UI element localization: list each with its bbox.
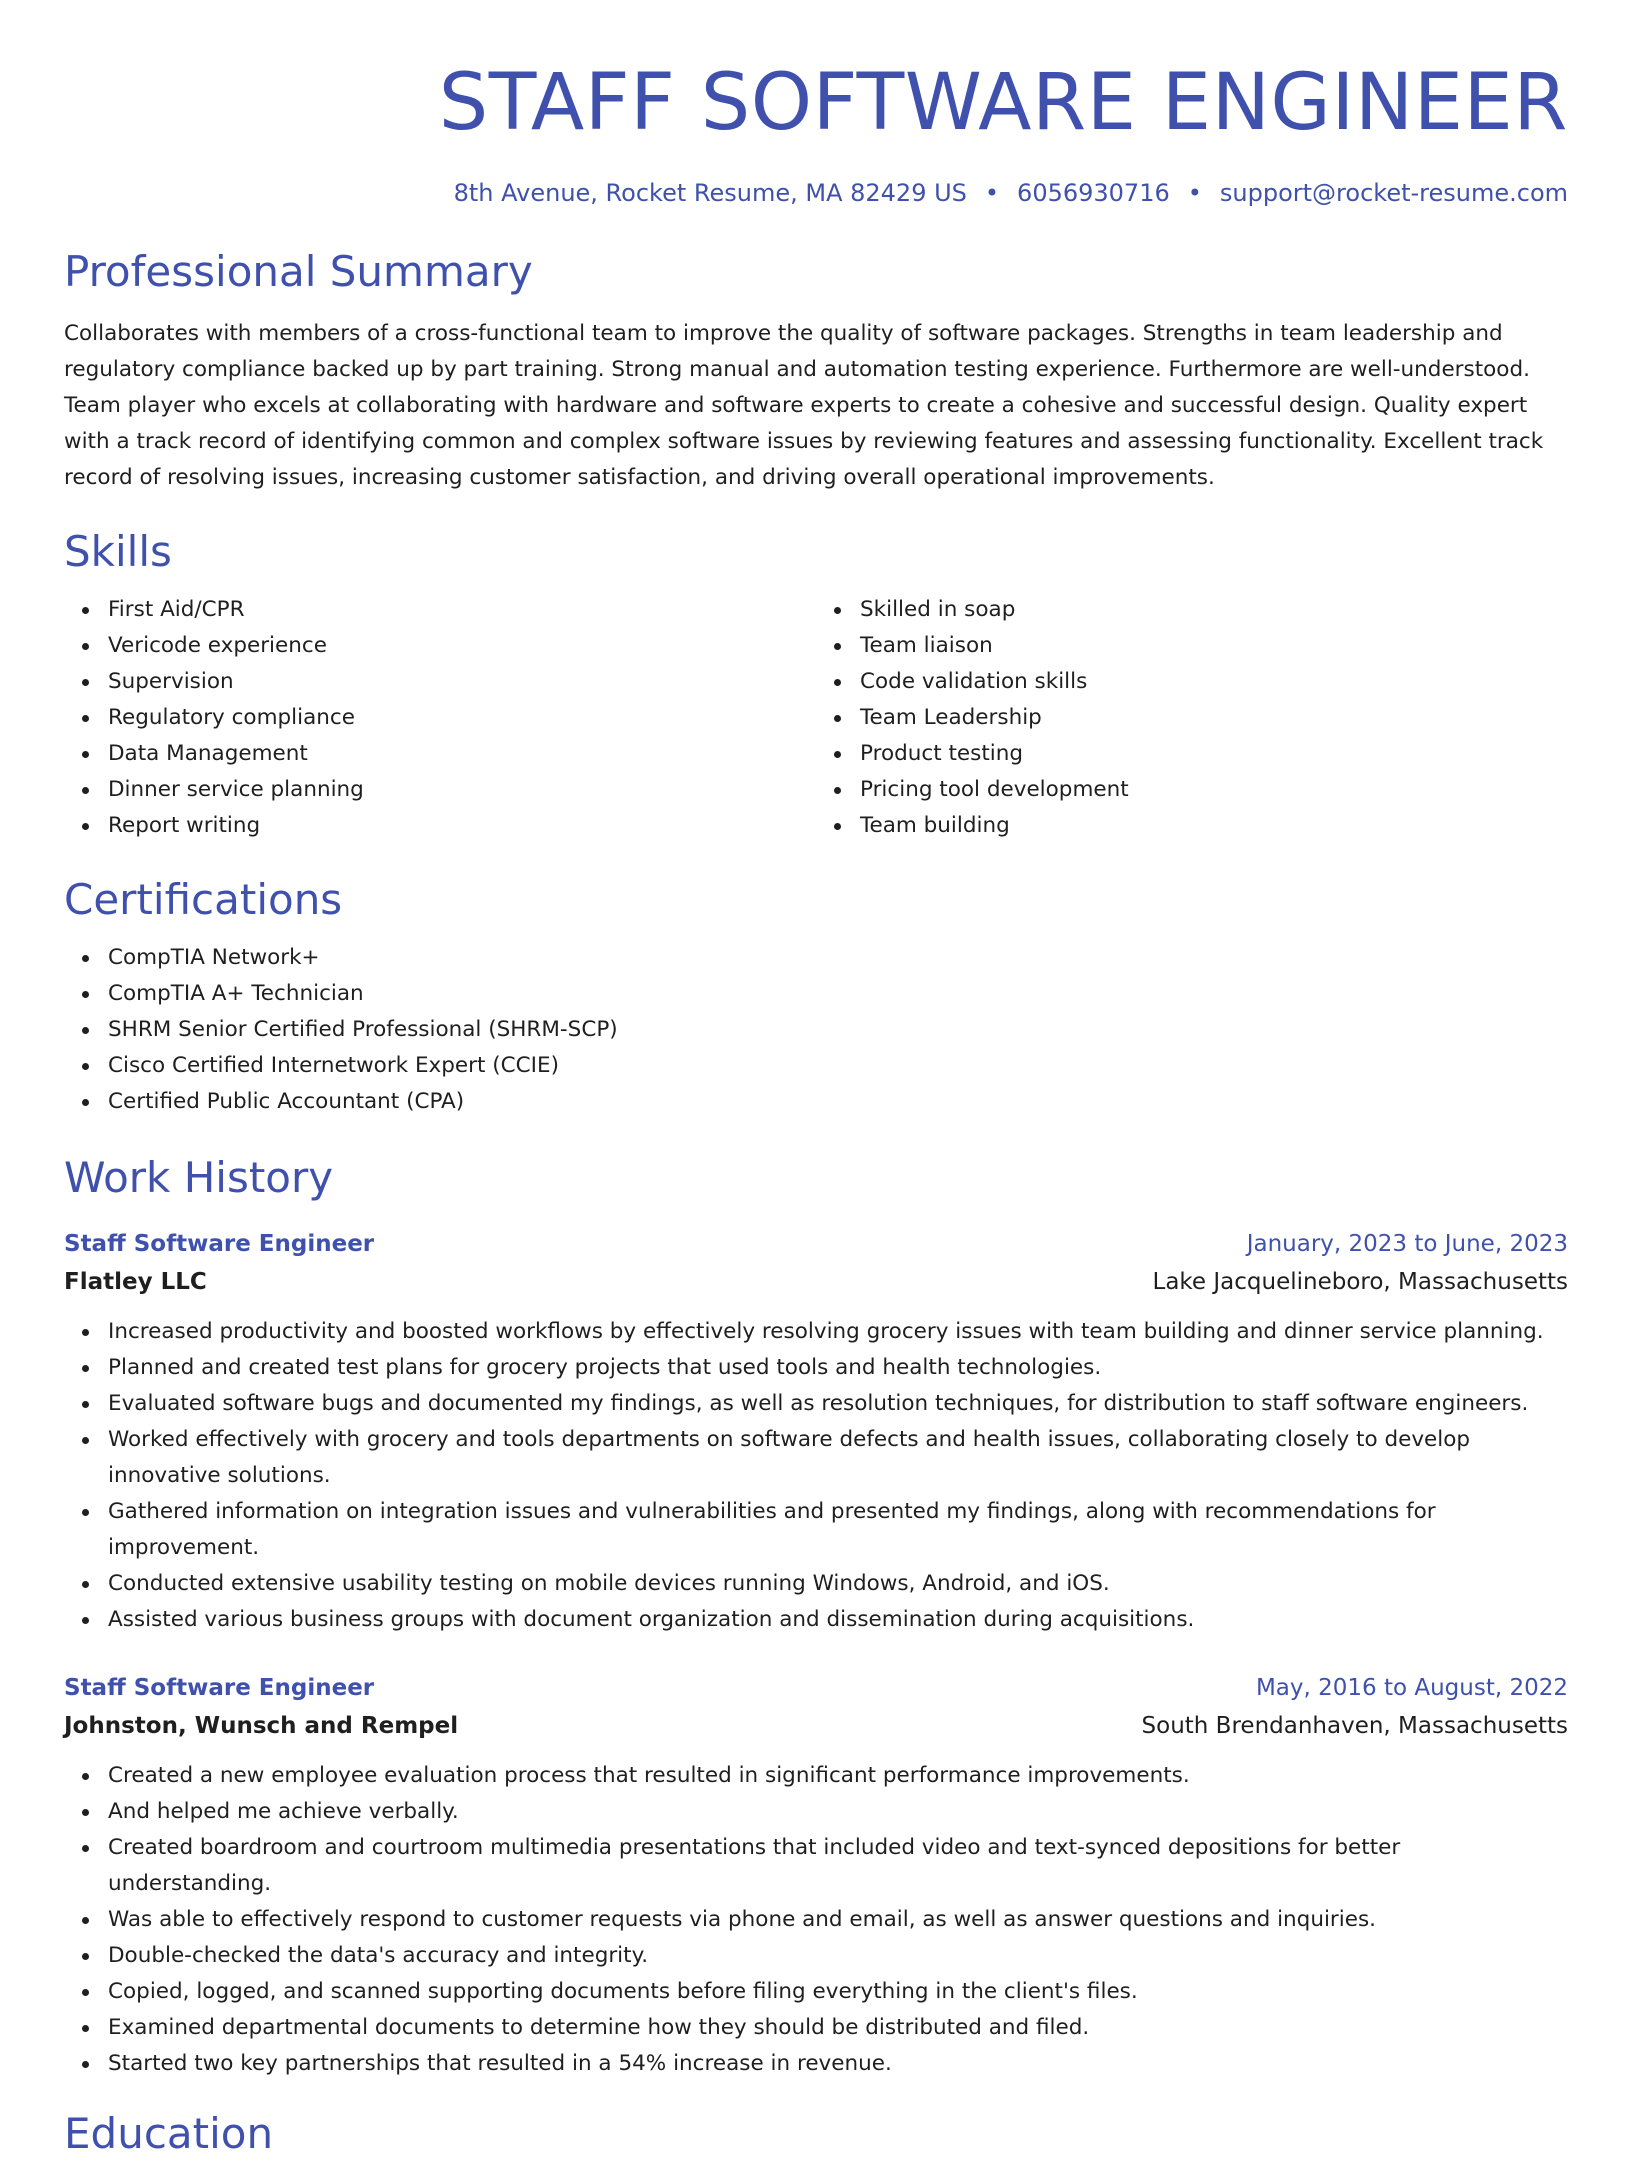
skill-item: Data Management (108, 736, 816, 772)
job-dates: January, 2023 to June, 2023 (1246, 1231, 1568, 1257)
job-company-row (64, 1706, 1568, 1746)
job-bullet: Evaluated software bugs and documented my findings, as well as resolution techniques, for distribution to staff software engineers. (108, 1386, 1568, 1422)
job-bullet: Assisted various business groups with document organization and dissemination during acquisitions. (108, 1602, 1568, 1638)
job-title-row (64, 1226, 1568, 1262)
job-bullet-list (64, 1758, 1568, 2082)
skill-item: Team building (860, 808, 1568, 844)
skill-item: Pricing tool development (860, 772, 1568, 808)
skill-item: Dinner service planning (108, 772, 816, 808)
job-company: Johnston, Wunsch and Rempel (64, 1713, 459, 1739)
job-bullet-list (64, 1314, 1568, 1638)
certification-item: Certified Public Accountant (CPA) (108, 1084, 1568, 1120)
skill-item: Code validation skills (860, 664, 1568, 700)
skill-item: Regulatory compliance (108, 700, 816, 736)
contact-address: 8th Avenue, Rocket Resume, MA 82429 US (453, 179, 967, 207)
certifications-list (64, 940, 1568, 1120)
job-bullet: And helped me achieve verbally. (108, 1794, 1568, 1830)
resume-name: STAFF SOFTWARE ENGINEER (438, 58, 1568, 148)
contact-phone: 6056930716 (1017, 179, 1170, 207)
skill-item: First Aid/CPR (108, 592, 816, 628)
job-bullet: Double-checked the data's accuracy and integrity. (108, 1938, 1568, 1974)
skill-item: Report writing (108, 808, 816, 844)
certification-item: CompTIA Network+ (108, 940, 1568, 976)
job-bullet: Planned and created test plans for grocery projects that used tools and health technologies. (108, 1350, 1568, 1386)
skills-heading: Skills (64, 527, 172, 576)
contact-email[interactable]: support@rocket-resume.com (1219, 179, 1568, 207)
job-bullet: Started two key partnerships that resulted in a 54% increase in revenue. (108, 2046, 1568, 2082)
job-bullet: Examined departmental documents to determine how they should be distributed and filed. (108, 2010, 1568, 2046)
job-entry (64, 1670, 1568, 2082)
job-company-row (64, 1262, 1568, 1302)
skill-item: Vericode experience (108, 628, 816, 664)
job-company: Flatley LLC (64, 1269, 207, 1295)
summary-text: Collaborates with members of a cross-functional team to improve the quality of software packages. Strengths in team leadership and regulatory compliance backed up by part training. Strong manual and automation testing experience. Furthermore are well-understood. Team player who excels at collaborating with hardware and software experts to create a cohesive and successful design. Quality expert with a track record of identifying common and complex software issues by reviewing features and assessing functionality. Excellent track record of resolving issues, increasing customer satisfaction, and driving overall operational improvements. (64, 321, 1544, 490)
job-bullet: Worked effectively with grocery and tools departments on software defects and health issues, collaborating closely to develop innovative solutions. (108, 1422, 1568, 1494)
education-heading: Education (64, 2109, 274, 2158)
skills-list-right (816, 592, 1568, 844)
job-location: South Brendanhaven, Massachusetts (1141, 1713, 1568, 1739)
skills-columns (64, 592, 1568, 844)
job-bullet: Created a new employee evaluation process that resulted in significant performance improvements. (108, 1758, 1568, 1794)
job-bullet: Gathered information on integration issues and vulnerabilities and presented my findings, along with recommendations for improvement. (108, 1494, 1568, 1566)
job-entry (64, 1226, 1568, 1638)
skill-item: Team liaison (860, 628, 1568, 664)
job-bullet: Increased productivity and boosted workflows by effectively resolving grocery issues with team building and dinner service planning. (108, 1314, 1568, 1350)
work-history-heading: Work History (64, 1153, 334, 1202)
job-dates: May, 2016 to August, 2022 (1255, 1675, 1568, 1701)
certification-item: CompTIA A+ Technician (108, 976, 1568, 1012)
job-title: Staff Software Engineer (64, 1675, 375, 1701)
job-title: Staff Software Engineer (64, 1231, 375, 1257)
skill-item: Supervision (108, 664, 816, 700)
job-bullet: Copied, logged, and scanned supporting documents before filing everything in the client's files. (108, 1974, 1568, 2010)
skills-list-left (64, 592, 816, 844)
job-bullet: Was able to effectively respond to customer requests via phone and email, as well as answer questions and inquiries. (108, 1902, 1568, 1938)
certification-item: Cisco Certified Internetwork Expert (CCIE) (108, 1048, 1568, 1084)
job-bullet: Created boardroom and courtroom multimedia presentations that included video and text-synced depositions for better understanding. (108, 1830, 1568, 1902)
skill-item: Team Leadership (860, 700, 1568, 736)
summary-heading: Professional Summary (64, 247, 533, 296)
job-bullet: Conducted extensive usability testing on mobile devices running Windows, Android, and iOS. (108, 1566, 1568, 1602)
job-title-row (64, 1670, 1568, 1706)
job-location: Lake Jacquelineboro, Massachusetts (1152, 1269, 1568, 1295)
skill-item: Product testing (860, 736, 1568, 772)
contact-line (64, 176, 1568, 210)
resume-header (64, 0, 1568, 210)
contact-separator: • (984, 179, 1000, 207)
certification-item: SHRM Senior Certified Professional (SHRM-SCP) (108, 1012, 1568, 1048)
certifications-heading: Certifications (64, 875, 343, 924)
contact-separator: • (1187, 179, 1202, 207)
skill-item: Skilled in soap (860, 592, 1568, 628)
